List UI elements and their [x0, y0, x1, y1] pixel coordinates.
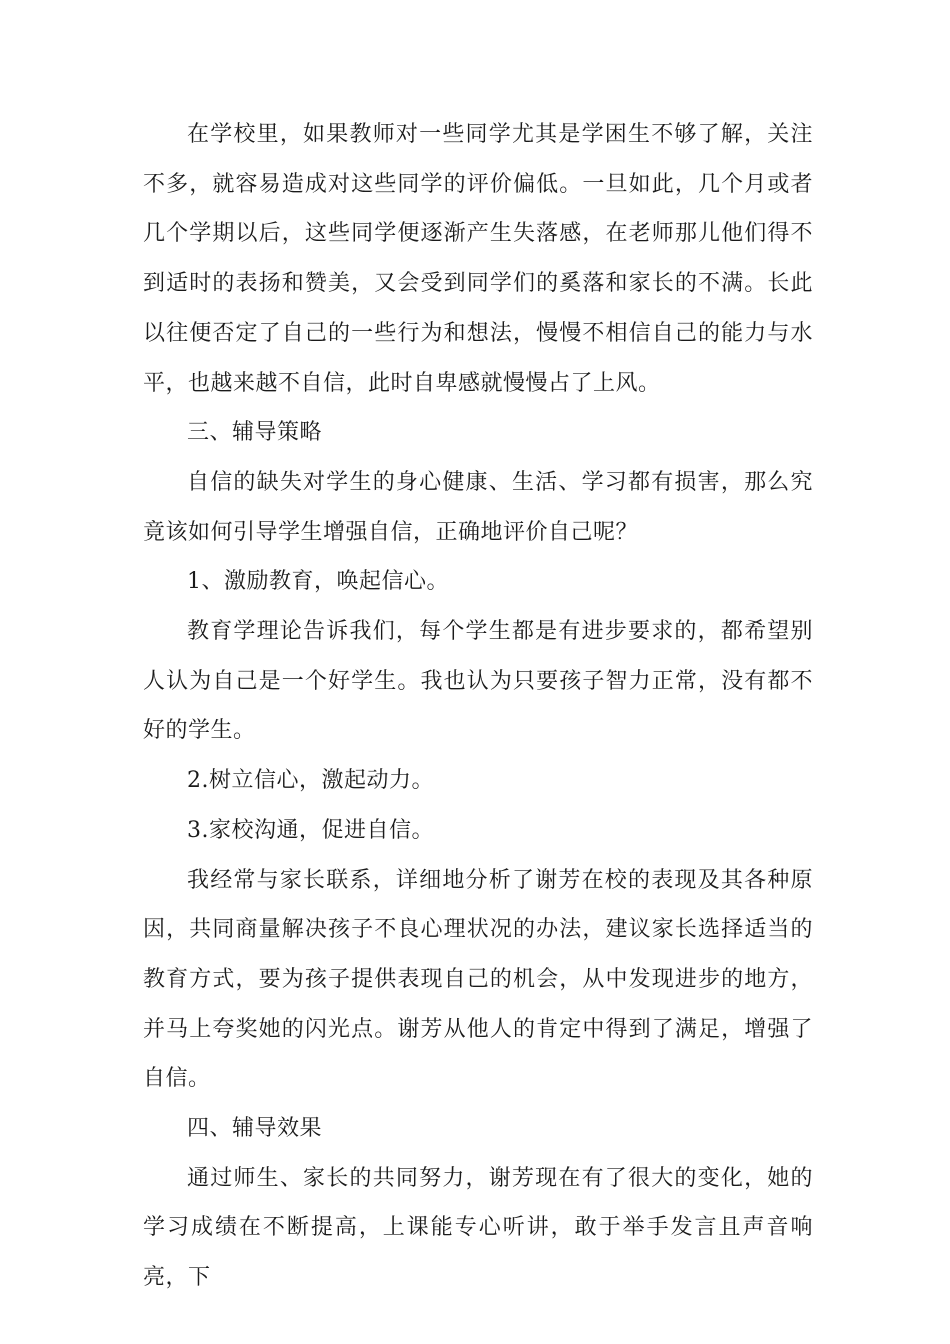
paragraph-evaluation-bias: 在学校里，如果教师对一些同学尤其是学困生不够了解，关注不多，就容易造成对这些同学的评价偏低。一旦如此，几个月或者几个学期以后，这些同学便逐渐产生失落感，在老师那儿他们得不到适时的表扬和赞美，又会受到同学们的奚落和家长的不满。长此以往便否定了自己的一些行为和想法，慢慢不相信自己的能力与水平，也越来越不自信，此时自卑感就慢慢占了上风。	[143, 122, 813, 396]
heading-build-confidence: 2.树立信心，激起动力。	[187, 768, 434, 794]
paragraph-parent-contact: 我经常与家长联系，详细地分析了谢芳在校的表现及其各种原因，共同商量解决孩子不良心理状况的办法，建议家长选择适当的教育方式，要为孩子提供表现自己的机会，从中发现进步的地方，并马上夸奖她的闪光点。谢芳从他人的肯定中得到了满足，增强了自信。	[143, 867, 813, 1092]
heading-counseling-effect: 四、辅导效果	[187, 1116, 323, 1142]
heading-home-school-communication: 3.家校沟通，促进自信。	[187, 817, 434, 843]
paragraph-education-theory: 教育学理论告诉我们，每个学生都是有进步要求的，都希望别人认为自己是一个好学生。我也认为只要孩子智力正常，没有都不好的学生。	[143, 619, 813, 744]
document-body	[143, 110, 813, 1303]
paragraph-confidence-loss: 自信的缺失对学生的身心健康、生活、学习都有损害，那么究竟该如何引导学生增强自信，正确地评价自己呢？	[143, 469, 813, 545]
heading-incentive-education: 1、激励教育，唤起信心。	[187, 569, 449, 595]
heading-counseling-strategy: 三、辅导策略	[187, 420, 323, 446]
paragraph-results: 通过师生、家长的共同努力，谢芳现在有了很大的变化，她的学习成绩在不断提高，上课能专心听讲，敢于举手发言且声音响亮，下	[143, 1165, 813, 1291]
